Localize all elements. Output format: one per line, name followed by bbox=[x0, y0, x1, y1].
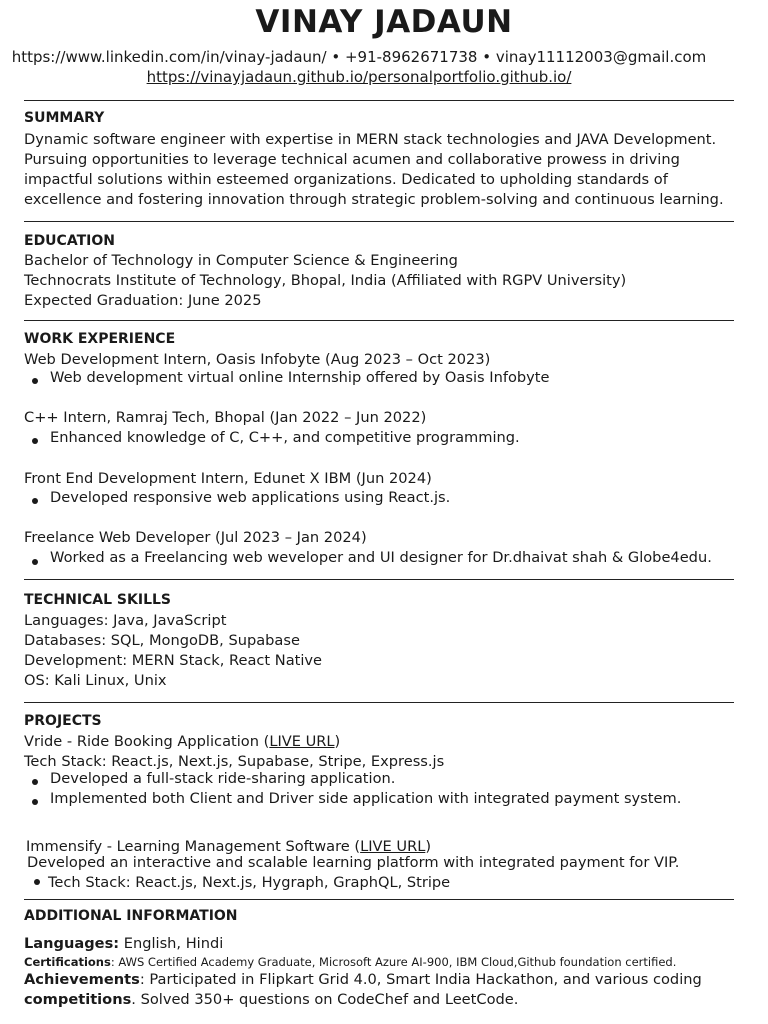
divider bbox=[24, 579, 734, 580]
bullet-icon bbox=[32, 498, 38, 504]
portfolio-link[interactable]: https://vinayjadaun.github.io/personalportfolio.github.io/ bbox=[146, 68, 572, 86]
bullet-icon bbox=[32, 779, 38, 785]
project-description: Developed an interactive and scalable learning platform with integrated payment for VIP. bbox=[27, 854, 680, 871]
certifications-line bbox=[24, 952, 676, 972]
live-url-link[interactable]: LIVE URL bbox=[269, 733, 335, 750]
summary-line: impactful solutions within esteemed organizations. Dedicated to upholding standards of bbox=[24, 171, 668, 188]
project-title bbox=[24, 732, 340, 752]
achievements-value: : Participated in Flipkart Grid 4.0, Smart India Hackathon, and various coding bbox=[139, 971, 702, 988]
skills-line: Databases: SQL, MongoDB, Supabase bbox=[24, 632, 300, 649]
paren: ) bbox=[425, 838, 432, 855]
divider bbox=[24, 221, 734, 222]
project-bullet: Implemented both Client and Driver side application with integrated payment system. bbox=[50, 790, 682, 807]
job-bullet: Worked as a Freelancing web weveloper and UI designer for Dr.dhaivat shah & Globe4edu. bbox=[50, 549, 712, 566]
languages-line bbox=[24, 934, 223, 954]
section-heading-education: EDUCATION bbox=[24, 233, 115, 249]
languages-value: English, Hindi bbox=[119, 935, 224, 952]
bullet-icon bbox=[32, 799, 38, 805]
education-line: Bachelor of Technology in Computer Science & Engineering bbox=[24, 252, 458, 269]
bullet-icon bbox=[32, 378, 38, 384]
project-bullet: Developed a full-stack ride-sharing application. bbox=[50, 770, 396, 787]
project-bullet: Tech Stack: React.js, Next.js, Hygraph, GraphQL, Stripe bbox=[48, 874, 451, 891]
achievements-line bbox=[24, 970, 702, 990]
bullet-icon bbox=[34, 879, 40, 885]
skills-line: Languages: Java, JavaScript bbox=[24, 612, 227, 629]
project-name: Vride - Ride Booking Application ( bbox=[24, 733, 270, 750]
divider bbox=[24, 899, 734, 900]
job-title: Freelance Web Developer (Jul 2023 – Jan 2024) bbox=[24, 529, 367, 546]
certifications-label: Certifications bbox=[24, 955, 111, 969]
bullet-icon bbox=[32, 438, 38, 444]
achievements-label: Achievements bbox=[24, 971, 140, 988]
project-stack: Tech Stack: React.js, Next.js, Supabase, Stripe, Express.js bbox=[24, 753, 445, 770]
job-title: C++ Intern, Ramraj Tech, Bhopal (Jan 2022 – Jun 2022) bbox=[24, 409, 427, 426]
contact-line: https://www.linkedin.com/in/vinay-jadaun/ • +91-8962671738 • vinay11112003@gmail.com bbox=[11, 48, 707, 66]
education-line: Expected Graduation: June 2025 bbox=[24, 292, 262, 309]
job-bullet: Developed responsive web applications using React.js. bbox=[50, 489, 451, 506]
certifications-value: : AWS Certified Academy Graduate, Microsoft Azure AI-900, IBM Cloud,Github foundation certified. bbox=[110, 955, 677, 969]
education-line: Technocrats Institute of Technology, Bhopal, India (Affiliated with RGPV University) bbox=[24, 272, 627, 289]
skills-line: OS: Kali Linux, Unix bbox=[24, 672, 167, 689]
project-name: Immensify - Learning Management Software ( bbox=[26, 838, 361, 855]
divider bbox=[24, 320, 734, 321]
divider bbox=[24, 702, 734, 703]
job-title: Web Development Intern, Oasis Infobyte (Aug 2023 – Oct 2023) bbox=[24, 351, 491, 368]
divider bbox=[24, 100, 734, 101]
achievements-line-2 bbox=[24, 990, 518, 1010]
summary-line: excellence and fostering innovation through strategic problem-solving and continuous learning. bbox=[24, 191, 724, 208]
section-heading-projects: PROJECTS bbox=[24, 713, 102, 729]
paren: ) bbox=[334, 733, 341, 750]
section-heading-work: WORK EXPERIENCE bbox=[24, 331, 176, 347]
section-heading-summary: SUMMARY bbox=[24, 110, 105, 126]
section-heading-additional: ADDITIONAL INFORMATION bbox=[24, 908, 238, 924]
summary-line: Pursuing opportunities to leverage technical acumen and collaborative prowess in driving bbox=[24, 151, 680, 168]
competitions-label: competitions bbox=[24, 991, 132, 1008]
candidate-name: VINAY JADAUN bbox=[255, 4, 513, 40]
live-url-link[interactable]: LIVE URL bbox=[360, 838, 426, 855]
summary-line: Dynamic software engineer with expertise in MERN stack technologies and JAVA Development. bbox=[24, 131, 717, 148]
job-title: Front End Development Intern, Edunet X IBM (Jun 2024) bbox=[24, 470, 432, 487]
bullet-icon bbox=[32, 559, 38, 565]
competitions-value: . Solved 350+ questions on CodeChef and LeetCode. bbox=[131, 991, 519, 1008]
job-bullet: Enhanced knowledge of C, C++, and competitive programming. bbox=[50, 429, 520, 446]
languages-label: Languages: bbox=[24, 935, 120, 952]
portfolio-link-row bbox=[0, 67, 718, 87]
skills-line: Development: MERN Stack, React Native bbox=[24, 652, 323, 669]
section-heading-skills: TECHNICAL SKILLS bbox=[24, 592, 171, 608]
job-bullet: Web development virtual online Internship offered by Oasis Infobyte bbox=[50, 369, 550, 386]
